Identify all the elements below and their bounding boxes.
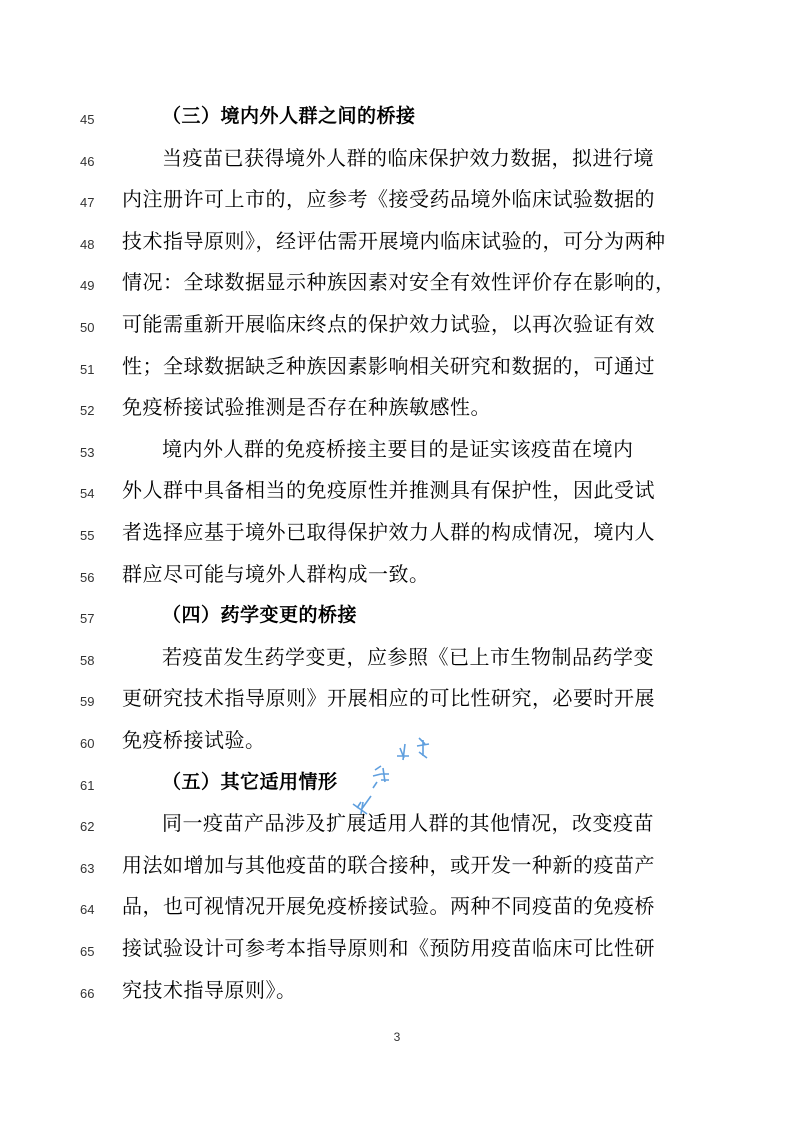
line-number: 53 xyxy=(80,444,95,460)
line-number: 63 xyxy=(80,860,95,876)
paragraph-text: 究技术指导原则》。 xyxy=(122,977,297,1002)
line-number: 61 xyxy=(80,777,95,793)
line-number: 64 xyxy=(80,902,95,918)
paragraph-text: 技术指导原则》，经评估需开展境内临床试验的，可分为两种 xyxy=(122,228,666,253)
text-line xyxy=(0,183,794,225)
text-line xyxy=(0,474,794,516)
text-line xyxy=(0,142,794,184)
paragraph-text: 免疫桥接试验推测是否存在种族敏感性。 xyxy=(122,395,491,420)
section-heading: （三）境内外人群之间的桥接 xyxy=(162,105,416,127)
text-line xyxy=(0,350,794,392)
text-line xyxy=(0,890,794,932)
line-number: 51 xyxy=(80,361,95,377)
paragraph-text: 用法如增加与其他疫苗的联合接种，或开发一种新的疫苗产 xyxy=(122,852,655,877)
page-number: 3 xyxy=(393,1030,401,1044)
section-heading: （四）药学变更的桥接 xyxy=(162,604,358,627)
line-number: 52 xyxy=(80,403,95,419)
line-number: 65 xyxy=(80,944,95,959)
paragraph-text: 接试验设计可参考本指导原则和《预防用疫苗临床可比性研 xyxy=(122,936,655,960)
text-line xyxy=(0,100,794,142)
paragraph-text: 若疫苗发生药学变更，应参照《已上市生物制品药学变 xyxy=(162,644,654,669)
paragraph-text: 者选择应基于境外已取得保护效力人群的构成情况，境内人 xyxy=(122,520,655,544)
paragraph-text: 内注册许可上市的，应参考《接受药品境外临床试验数据的 xyxy=(122,187,655,212)
text-line xyxy=(0,225,794,267)
line-number: 60 xyxy=(80,736,95,751)
text-line xyxy=(0,266,794,308)
text-line xyxy=(0,682,794,724)
paragraph-text: 更研究技术指导原则》开展相应的可比性研究，必要时开展 xyxy=(122,686,655,711)
line-number: 45 xyxy=(80,112,95,127)
paragraph-text: 免疫桥接试验。 xyxy=(122,728,266,752)
section-heading: （五）其它适用情形 xyxy=(162,770,338,793)
paragraph-text: 可能需重新开展临床终点的保护效力试验，以再次验证有效 xyxy=(122,312,655,336)
line-number: 58 xyxy=(80,652,95,668)
line-number: 50 xyxy=(80,320,95,335)
text-line xyxy=(0,932,794,974)
text-line xyxy=(0,641,794,683)
text-line xyxy=(0,433,794,475)
paragraph-text: 境内外人群的免疫桥接主要目的是证实该疫苗在境内 xyxy=(162,436,634,461)
line-number: 66 xyxy=(80,985,95,1001)
line-number: 55 xyxy=(80,528,95,543)
text-line xyxy=(0,558,794,600)
text-line xyxy=(0,849,794,891)
paragraph-text: 同一疫苗产品涉及扩展适用人群的其他情况，改变疫苗 xyxy=(162,811,654,836)
text-line xyxy=(0,516,794,558)
paragraph-text: 情况：全球数据显示种族因素对安全有效性评价存在影响的， xyxy=(122,270,676,295)
paragraph-text: 群应尽可能与境外人群构成一致。 xyxy=(122,561,430,586)
line-number: 47 xyxy=(80,195,95,211)
paragraph-text: 当疫苗已获得境外人群的临床保护效力数据，拟进行境 xyxy=(162,145,654,170)
text-line xyxy=(0,599,794,641)
line-number: 49 xyxy=(80,278,95,294)
paragraph-text: 性；全球数据缺乏种族因素影响相关研究和数据的，可通过 xyxy=(122,353,655,378)
line-number: 57 xyxy=(80,611,95,627)
line-number: 62 xyxy=(80,819,95,835)
text-line xyxy=(0,391,794,433)
watermark-stamp-icon xyxy=(345,730,445,830)
text-line xyxy=(0,974,794,1016)
line-number: 59 xyxy=(80,694,95,710)
line-number: 56 xyxy=(80,569,95,585)
paragraph-text: 品，也可视情况开展免疫桥接试验。两种不同疫苗的免疫桥 xyxy=(122,894,655,919)
line-number: 48 xyxy=(80,236,95,252)
paragraph-text: 外人群中具备相当的免疫原性并推测具有保护性，因此受试 xyxy=(122,478,655,503)
line-number: 54 xyxy=(80,486,95,502)
text-line xyxy=(0,308,794,350)
line-number: 46 xyxy=(80,153,95,169)
